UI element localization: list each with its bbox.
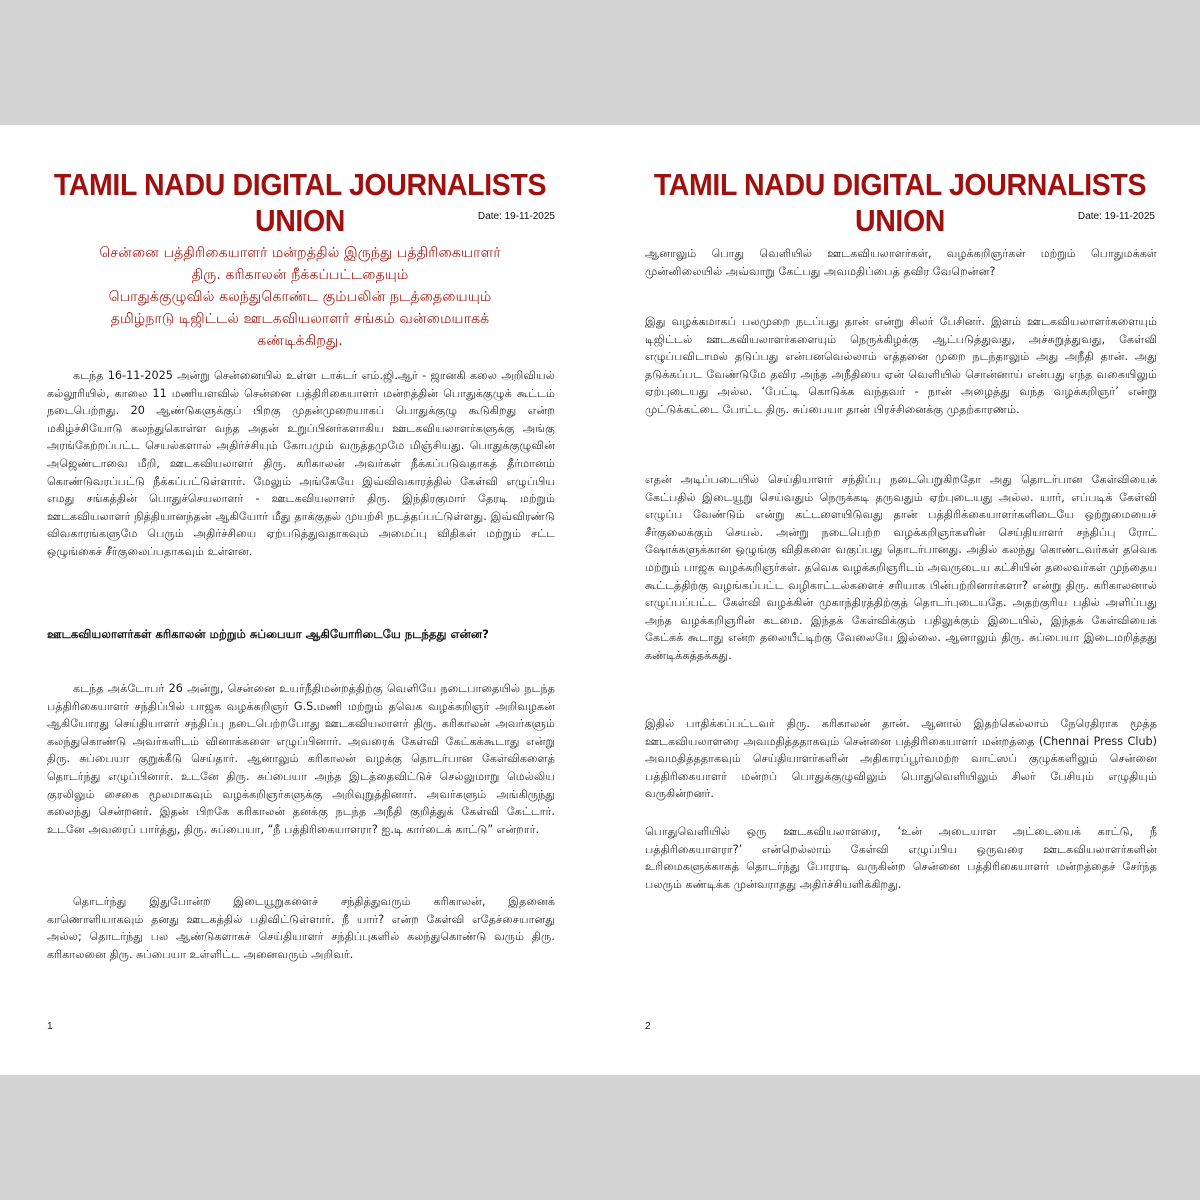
paragraph-followup: தொடர்ந்து இதுபோன்ற இடையூறுகளைச் சந்தித்துவரும் கரிகாலன், இதனைக் காணொளியாகவும் தனது ஊடகத்தில் பதிவிட்டுள்ளார். நீ யார்? என்ற கேள்வி எதேச்சையானது அல்ல; தொடர்ந்து பல ஆண்டுகளாகச் செய்தியாளர் சந்திப்புகளில் கலந்துகொண்டு வரும் திரு. கரிகாலனை திரு. சுப்பையா உள்ளிட்ட அனைவரும் அறிவர். (47, 895, 555, 961)
paragraph-victim: இதில் பாதிக்கப்பட்டவர் திரு. கரிகாலன் தான். ஆனால் இதற்கெல்லாம் நேரெதிராக மூத்த ஊடகவியலாளரை அவமதித்ததாகவும் சென்னை பத்திரிகையாளர் மன்றத்தை (Chennai Press Club) அவமதித்ததாகவும் செய்தியாளர்களின் அதிகாரப்பூர்வமற்ற வாட்ஸப் குழுக்களிலும் சென்னை பத்திரிகையாளர் மன்றப் பொதுக்குழுவிலும் பொதுவெளியிலும் சிலர் பேசியும் எழுதியும் வருகின்றனர். (645, 717, 1157, 801)
page-number: 2 (645, 1021, 651, 1032)
headline-line: கண்டிக்கிறது. (257, 333, 343, 349)
press-release-headline (30, 242, 570, 352)
page-1 (0, 125, 600, 1075)
document-date: Date: 19-11-2025 (1077, 211, 1155, 222)
page-number: 1 (47, 1021, 53, 1032)
headline-line: தமிழ்நாடு டிஜிட்டல் ஊடகவியலாளர் சங்கம் வன்மையாகக் (110, 311, 490, 327)
headline-line: பொதுக்குழுவில் கலந்துகொண்ட கும்பலின் நடத்தையையும் (108, 289, 492, 305)
paragraph-question-rights: எதன் அடிப்படையில் செய்தியாளர் சந்திப்பு நடைபெறுகிறதோ அது தொடர்பான கேள்வியைக் கேட்பதில் இடையூறு செய்வதும் நெருக்கடி தருவதும் ஏற்புடையது அல்ல. யார், எப்படிக் கேள்வி எழுப்ப வேண்டும் என்று கட்டளையிடுவது தான் பத்திரிக்கையாளர்களிடையே ஒற்றுமையைச் சீர்குலைக்கும் செயல். அன்று நடைபெற்ற வழக்கறிஞர்களின் செய்தியாளர் சந்திப்பு ரோட் ஷோக்களுக்கான ஒழுங்கு விதிகளை வகுப்பது தொடர்பானது. அதில் கலந்து கொண்டவர்கள் தவெக மற்றும் பாஜக வழக்கறிஞர்கள். தவெக வழக்கறிஞரிடம் அவருடைய கட்சியின் தலைவர்கள் முந்தைய கூட்டத்திற்கு வழங்கப்பட்ட வழிகாட்டல்களைச் சரியாக பின்பற்றினார்களா? என்று திரு. கரிகாலனால் எழுப்பப்பட்ட கேள்வி வழக்கின் முகாந்திரத்திற்குத் தொடர்புடையதே. அதற்குரிய பதில் அளிப்பது அந்த வழக்கறிஞரின் கடமை. இந்தக் கேள்விக்கும் பதிலுக்கும் இடையில், இந்தக் கேள்வியைக் கேட்கக் கூடாது என்ற தலையீட்டிற்கு வேலையே இல்லை. ஆனாலும் திரு. சுப்பையா இடைமறித்தது கண்டிக்கத்தக்கது. (645, 473, 1157, 662)
paragraph-routine: இது வழக்கமாகப் பலமுறை நடப்பது தான் என்று சிலர் பேசினர். இளம் ஊடகவியலாளர்களையும் டிஜிட்டல் ஊடகவியலாளர்களையும் நெருக்கிழக்கு ஆட்படுத்துவது, அச்சுறுத்துவது, கேள்வி எழுப்பவிடாமல் தடுப்பது என்பனவெல்லாம் எத்தனை முறை நடந்தாலும் அது அநீதி தான். அது தடுக்கப்பட வேண்டுமே தவிர அந்த அநீதியை ஏன் வெளியில் சொன்னாய் என்பது எந்த வகையிலும் ஏற்புடையது அல்ல. ‘பேட்டி கொடுக்க வந்தவர் - நான் அழைத்து வந்த வழக்கறிஞர்’ என்று முட்டுக்கட்டை போட்ட திரு. சுப்பையா தான் பிரச்சினைக்கு முதற்காரணம். (645, 315, 1157, 416)
paragraph-intro: கடந்த 16-11-2025 அன்று சென்னையில் உள்ள டாக்டர் எம்.ஜி.ஆர் - ஜானகி கலை அறிவியல் கல்லூரியில், காலை 11 மணியளவில் சென்னை பத்திரிகையாளர் மன்றத்தின் பொதுக்குழுக் கூட்டம் நடைபெற்றது. 20 ஆண்டுகளுக்குப் பிறகு முதன்முறையாகப் பொதுக்குழு கூடுகிறது என்ற மகிழ்ச்சியோடு கலந்துகொள்ள வந்த அதன் உறுப்பினர்களாகிய ஊடகவியலாளர்களுக்கு அங்கு அரங்கேற்றப்பட்ட செயல்களால் அதிர்ச்சியும் கோபமும் வருத்தமுமே மிஞ்சியது. பொதுக்குழுவின் அஜெண்டாவை மீறி, ஊடகவியலாளர் திரு. கரிகாலன் அவர்கள் நீக்கப்படுவதாகத் தீர்மானம் கொண்டுவரப்பட்டு நீக்கப்பட்டுள்ளார். மேலும் அங்கேயே இவ்விவகாரத்தில் கேள்வி எழுப்பிய எமது சங்கத்தின் பொதுச்செயலாளர் - ஊடகவியலாளர் திரு. இந்திரகுமார் தேரடி மற்றும் ஊடகவியலாளர் நித்தியானந்தன் ஆகியோர் மீது தாக்குதல் முயற்சி நடத்தப்பட்டுள்ளது. இவ்விரண்டு விவகாரங்களுமே பெரும் அதிர்ச்சியை ஏற்படுத்துவதாகவும் அமைப்பு விதிகள் மற்றும் சட்ட ஒழுங்கைச் சீர்குலைப்பதாகவும் உள்ளன. (47, 369, 555, 558)
page-2 (600, 125, 1200, 1075)
union-title: TAMIL NADU DIGITAL JOURNALISTS UNION (653, 167, 1147, 238)
headline-line: சென்னை பத்திரிகையாளர் மன்றத்தில் இருந்து பத்திரிகையாளர் (99, 245, 501, 261)
union-title: TAMIL NADU DIGITAL JOURNALISTS UNION (53, 167, 547, 238)
paragraph-incident: கடந்த அக்டோபர் 26 அன்று, சென்னை உயர்நீதிமன்றத்திற்கு வெளியே நடைபாதையில் நடந்த பத்திரிகையாளர் சந்திப்பில் பாஜக வழக்கறிஞர் G.S.மணி மற்றும் தவெக வழக்கறிஞர் அறிவழகன் ஆகியோரது செய்தியாளர் சந்திப்பு நடைபெற்றபோது ஊடகவியலாளர் திரு. கரிகாலன் அவர்களும் கலந்துகொண்டு அவர்களிடம் வினாக்களை எழுப்பினார். அவரைக் கேள்வி கேட்கக்கூடாது என்று திரு. சுப்பையா குறுக்கீடு செய்தார். ஆனாலும் கரிகாலன் வழக்கு தொடர்பான கேள்விகளைத் தொடர்ந்து எழுப்பினார். உடனே திரு. சுப்பையா அந்த இடத்தைவிட்டுச் செல்லுமாறு மெல்லிய குரலிலும் சைகை மூலமாகவும் வழக்கறிஞர்களுக்கு அறிவுறுத்தினார். அவர்களும் அங்கிருந்து கலைந்து சென்றனர். இதன் பிறகே கரிகாலன் தனக்கு நடந்த அநீதி குறித்துக் கேள்வி கேட்டார். உடனே அவரைப் பார்த்து, திரு. சுப்பையா, “நீ பத்திரிகையாளரா? ஐ.டி கார்டைக் காட்டு” என்றார். (47, 682, 555, 836)
paragraph-conclusion: பொதுவெளியில் ஒரு ஊடகவியலாளரை, ‘உன் அடையாள அட்டையைக் காட்டு, நீ பத்திரிகையாளரா?’ என்றெல்லாம் கேள்வி எழுப்பிய ஒருவரை ஊடகவியலாளர்களின் உரிமைகளுக்காகத் தொடர்ந்து போராடி வருகின்ற சென்னை பத்திரிகையாளர் மன்றத்தைச் சேர்ந்த பலரும் கண்டிக்க முன்வராதது அதிர்ச்சியளிக்கிறது. (645, 825, 1157, 891)
paragraph-continuation: ஆனாலும் பொது வெளியில் ஊடகவியலாளர்கள், வழக்கறிஞர்கள் மற்றும் பொதுமக்கள் முன்னிலையில் அவ்வாறு கேட்பது அவமதிப்பைத் தவிர வேறென்ன? (645, 247, 1157, 278)
document-sheet (0, 125, 1200, 1075)
headline-line: திரு. கரிகாலன் நீக்கப்பட்டதையும் (191, 267, 409, 283)
document-date: Date: 19-11-2025 (477, 211, 555, 222)
section-heading: ஊடகவியலாளர்கள் கரிகாலன் மற்றும் சுப்பையா ஆகியோரிடையே நடந்தது என்ன? (47, 627, 489, 641)
